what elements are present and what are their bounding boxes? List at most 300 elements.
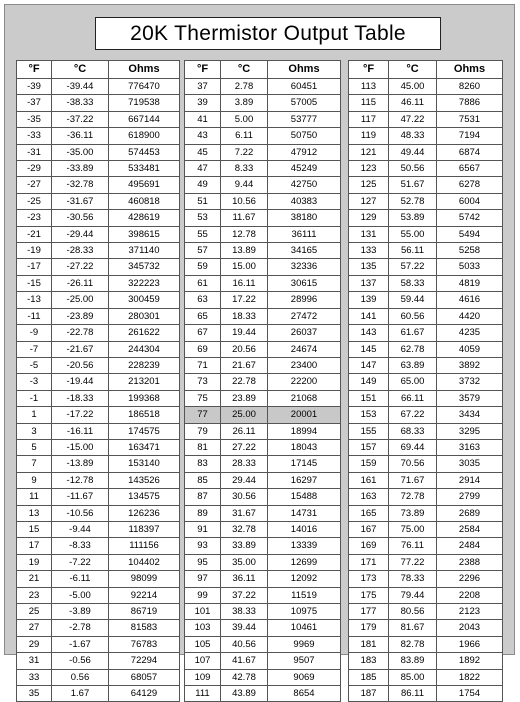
cell-celsius: 46.11 xyxy=(389,95,437,111)
cell-ohms: 36111 xyxy=(268,226,341,242)
cell-ohms: 17145 xyxy=(268,456,341,472)
cell-fahrenheit: 147 xyxy=(349,357,389,373)
cell-fahrenheit: 29 xyxy=(17,636,52,652)
cell-celsius: 1.67 xyxy=(52,686,109,702)
cell-celsius: 29.44 xyxy=(221,472,268,488)
cell-ohms: 3579 xyxy=(437,390,503,406)
table-row xyxy=(17,439,180,455)
cell-fahrenheit: 55 xyxy=(185,226,221,242)
cell-fahrenheit: 97 xyxy=(185,571,221,587)
cell-celsius: 78.33 xyxy=(389,571,437,587)
cell-ohms: 398615 xyxy=(109,226,180,242)
cell-fahrenheit: 179 xyxy=(349,620,389,636)
table-row xyxy=(349,161,503,177)
cell-ohms: 38180 xyxy=(268,210,341,226)
cell-fahrenheit: 137 xyxy=(349,275,389,291)
cell-celsius: 33.89 xyxy=(221,538,268,554)
table-row xyxy=(185,653,341,669)
table-row xyxy=(17,554,180,570)
cell-fahrenheit: 105 xyxy=(185,636,221,652)
cell-fahrenheit: 45 xyxy=(185,144,221,160)
header-fahrenheit: °F xyxy=(185,61,221,79)
table-row xyxy=(185,275,341,291)
cell-fahrenheit: 117 xyxy=(349,111,389,127)
cell-fahrenheit: 53 xyxy=(185,210,221,226)
cell-fahrenheit: 173 xyxy=(349,571,389,587)
cell-fahrenheit: 61 xyxy=(185,275,221,291)
table-row xyxy=(17,79,180,95)
cell-ohms: 47912 xyxy=(268,144,341,160)
header-fahrenheit: °F xyxy=(17,61,52,79)
cell-celsius: 27.22 xyxy=(221,439,268,455)
cell-celsius: 23.89 xyxy=(221,390,268,406)
cell-fahrenheit: 77 xyxy=(185,407,221,423)
cell-ohms: 5033 xyxy=(437,259,503,275)
cell-ohms: 143526 xyxy=(109,472,180,488)
cell-fahrenheit: 79 xyxy=(185,423,221,439)
table-row xyxy=(185,489,341,505)
table-row xyxy=(349,407,503,423)
cell-ohms: 27472 xyxy=(268,308,341,324)
cell-fahrenheit: -37 xyxy=(17,95,52,111)
cell-celsius: 21.67 xyxy=(221,357,268,373)
table-row xyxy=(349,357,503,373)
cell-fahrenheit: 67 xyxy=(185,325,221,341)
table-row xyxy=(185,472,341,488)
cell-ohms: 7531 xyxy=(437,111,503,127)
cell-celsius: 57.22 xyxy=(389,259,437,275)
cell-ohms: 4059 xyxy=(437,341,503,357)
table-row xyxy=(17,357,180,373)
cell-fahrenheit: 27 xyxy=(17,620,52,636)
table-row xyxy=(185,308,341,324)
table-row xyxy=(349,439,503,455)
cell-ohms: 2799 xyxy=(437,489,503,505)
table-row xyxy=(17,407,180,423)
cell-fahrenheit: -3 xyxy=(17,374,52,390)
cell-fahrenheit: 145 xyxy=(349,341,389,357)
cell-ohms: 6004 xyxy=(437,193,503,209)
cell-ohms: 3163 xyxy=(437,439,503,455)
cell-fahrenheit: -23 xyxy=(17,210,52,226)
cell-celsius: 73.89 xyxy=(389,505,437,521)
cell-celsius: -2.78 xyxy=(52,620,109,636)
cell-ohms: 153140 xyxy=(109,456,180,472)
table-row xyxy=(17,226,180,242)
cell-fahrenheit: 159 xyxy=(349,456,389,472)
header-ohms: Ohms xyxy=(109,61,180,79)
table-row xyxy=(185,554,341,570)
cell-celsius: 26.11 xyxy=(221,423,268,439)
cell-celsius: 61.67 xyxy=(389,325,437,341)
table-row xyxy=(17,571,180,587)
cell-celsius: 80.56 xyxy=(389,604,437,620)
cell-fahrenheit: 119 xyxy=(349,128,389,144)
cell-ohms: 776470 xyxy=(109,79,180,95)
cell-ohms: 24674 xyxy=(268,341,341,357)
cell-celsius: 69.44 xyxy=(389,439,437,455)
cell-celsius: 36.11 xyxy=(221,571,268,587)
cell-celsius: 37.22 xyxy=(221,587,268,603)
cell-celsius: 20.56 xyxy=(221,341,268,357)
cell-celsius: -13.89 xyxy=(52,456,109,472)
cell-celsius: 2.78 xyxy=(221,79,268,95)
table-row xyxy=(349,456,503,472)
cell-ohms: 104402 xyxy=(109,554,180,570)
table-row xyxy=(185,439,341,455)
cell-celsius: 83.89 xyxy=(389,653,437,669)
cell-ohms: 28996 xyxy=(268,292,341,308)
cell-ohms: 10461 xyxy=(268,620,341,636)
cell-ohms: 261622 xyxy=(109,325,180,341)
table-row xyxy=(17,653,180,669)
table-row xyxy=(17,472,180,488)
page-title: 20K Thermistor Output Table xyxy=(130,21,406,45)
cell-ohms: 50750 xyxy=(268,128,341,144)
table-row xyxy=(185,521,341,537)
cell-ohms: 280301 xyxy=(109,308,180,324)
table-row xyxy=(17,308,180,324)
table-row xyxy=(185,407,341,423)
cell-celsius: 40.56 xyxy=(221,636,268,652)
cell-ohms: 2689 xyxy=(437,505,503,521)
cell-ohms: 98099 xyxy=(109,571,180,587)
cell-fahrenheit: 65 xyxy=(185,308,221,324)
cell-celsius: -19.44 xyxy=(52,374,109,390)
cell-ohms: 118397 xyxy=(109,521,180,537)
cell-fahrenheit: 133 xyxy=(349,243,389,259)
cell-fahrenheit: -11 xyxy=(17,308,52,324)
table-row xyxy=(349,554,503,570)
cell-fahrenheit: 37 xyxy=(185,79,221,95)
cell-celsius: -31.67 xyxy=(52,193,109,209)
cell-ohms: 7886 xyxy=(437,95,503,111)
cell-fahrenheit: 63 xyxy=(185,292,221,308)
table-row xyxy=(185,177,341,193)
cell-ohms: 7194 xyxy=(437,128,503,144)
cell-celsius: 39.44 xyxy=(221,620,268,636)
cell-celsius: 77.22 xyxy=(389,554,437,570)
cell-fahrenheit: 85 xyxy=(185,472,221,488)
cell-ohms: 60451 xyxy=(268,79,341,95)
cell-ohms: 1754 xyxy=(437,686,503,702)
cell-ohms: 244304 xyxy=(109,341,180,357)
cell-ohms: 719538 xyxy=(109,95,180,111)
cell-celsius: 3.89 xyxy=(221,95,268,111)
cell-fahrenheit: 111 xyxy=(185,686,221,702)
cell-ohms: 199368 xyxy=(109,390,180,406)
cell-ohms: 213201 xyxy=(109,374,180,390)
table-row xyxy=(349,177,503,193)
cell-ohms: 1966 xyxy=(437,636,503,652)
cell-fahrenheit: 175 xyxy=(349,587,389,603)
cell-ohms: 2123 xyxy=(437,604,503,620)
cell-fahrenheit: 113 xyxy=(349,79,389,95)
cell-ohms: 40383 xyxy=(268,193,341,209)
cell-fahrenheit: 75 xyxy=(185,390,221,406)
table-row xyxy=(185,325,341,341)
cell-celsius: -29.44 xyxy=(52,226,109,242)
table-row xyxy=(17,193,180,209)
cell-fahrenheit: -5 xyxy=(17,357,52,373)
cell-ohms: 574453 xyxy=(109,144,180,160)
cell-ohms: 6278 xyxy=(437,177,503,193)
cell-fahrenheit: -35 xyxy=(17,111,52,127)
cell-celsius: -38.33 xyxy=(52,95,109,111)
cell-ohms: 8654 xyxy=(268,686,341,702)
cell-ohms: 13339 xyxy=(268,538,341,554)
cell-ohms: 4420 xyxy=(437,308,503,324)
cell-celsius: 59.44 xyxy=(389,292,437,308)
cell-ohms: 53777 xyxy=(268,111,341,127)
cell-ohms: 12699 xyxy=(268,554,341,570)
cell-celsius: 62.78 xyxy=(389,341,437,357)
cell-ohms: 2388 xyxy=(437,554,503,570)
table-row xyxy=(349,111,503,127)
cell-ohms: 14016 xyxy=(268,521,341,537)
cell-celsius: 82.78 xyxy=(389,636,437,652)
cell-celsius: 60.56 xyxy=(389,308,437,324)
header-celsius: °C xyxy=(389,61,437,79)
cell-celsius: -33.89 xyxy=(52,161,109,177)
cell-fahrenheit: -13 xyxy=(17,292,52,308)
table-row xyxy=(185,423,341,439)
cell-celsius: 35.00 xyxy=(221,554,268,570)
table-row xyxy=(17,144,180,160)
table-row xyxy=(17,177,180,193)
table-row xyxy=(185,604,341,620)
cell-celsius: -32.78 xyxy=(52,177,109,193)
cell-fahrenheit: 1 xyxy=(17,407,52,423)
cell-ohms: 64129 xyxy=(109,686,180,702)
cell-ohms: 5742 xyxy=(437,210,503,226)
cell-fahrenheit: 41 xyxy=(185,111,221,127)
cell-fahrenheit: -7 xyxy=(17,341,52,357)
table-row xyxy=(17,669,180,685)
cell-celsius: 31.67 xyxy=(221,505,268,521)
cell-celsius: 16.11 xyxy=(221,275,268,291)
cell-ohms: 12092 xyxy=(268,571,341,587)
table-row xyxy=(17,111,180,127)
cell-ohms: 45249 xyxy=(268,161,341,177)
table-row xyxy=(349,620,503,636)
table-row xyxy=(17,604,180,620)
cell-celsius: 49.44 xyxy=(389,144,437,160)
cell-celsius: 75.00 xyxy=(389,521,437,537)
cell-ohms: 4235 xyxy=(437,325,503,341)
cell-celsius: 52.78 xyxy=(389,193,437,209)
cell-fahrenheit: 155 xyxy=(349,423,389,439)
cell-fahrenheit: 23 xyxy=(17,587,52,603)
cell-celsius: -25.00 xyxy=(52,292,109,308)
cell-celsius: 13.89 xyxy=(221,243,268,259)
cell-celsius: 30.56 xyxy=(221,489,268,505)
table-row xyxy=(17,686,180,702)
cell-celsius: -8.33 xyxy=(52,538,109,554)
table-row xyxy=(185,210,341,226)
cell-celsius: -26.11 xyxy=(52,275,109,291)
cell-fahrenheit: 91 xyxy=(185,521,221,537)
header-ohms: Ohms xyxy=(437,61,503,79)
table-row xyxy=(185,128,341,144)
cell-fahrenheit: 165 xyxy=(349,505,389,521)
cell-celsius: 0.56 xyxy=(52,669,109,685)
cell-ohms: 322223 xyxy=(109,275,180,291)
cell-ohms: 2208 xyxy=(437,587,503,603)
table-row xyxy=(349,226,503,242)
cell-ohms: 68057 xyxy=(109,669,180,685)
cell-ohms: 4616 xyxy=(437,292,503,308)
cell-fahrenheit: 127 xyxy=(349,193,389,209)
cell-ohms: 32336 xyxy=(268,259,341,275)
cell-celsius: 5.00 xyxy=(221,111,268,127)
table-row xyxy=(185,686,341,702)
cell-fahrenheit: 15 xyxy=(17,521,52,537)
table-row xyxy=(349,521,503,537)
title-box xyxy=(95,17,441,50)
cell-celsius: 50.56 xyxy=(389,161,437,177)
table-row xyxy=(17,341,180,357)
cell-ohms: 163471 xyxy=(109,439,180,455)
cell-fahrenheit: -19 xyxy=(17,243,52,259)
cell-ohms: 2296 xyxy=(437,571,503,587)
table-row xyxy=(185,243,341,259)
table-row xyxy=(185,226,341,242)
cell-ohms: 300459 xyxy=(109,292,180,308)
cell-ohms: 5494 xyxy=(437,226,503,242)
cell-ohms: 3295 xyxy=(437,423,503,439)
cell-fahrenheit: 161 xyxy=(349,472,389,488)
cell-ohms: 5258 xyxy=(437,243,503,259)
table-row xyxy=(349,95,503,111)
cell-fahrenheit: 57 xyxy=(185,243,221,259)
cell-ohms: 57005 xyxy=(268,95,341,111)
cell-celsius: -35.00 xyxy=(52,144,109,160)
cell-celsius: 68.33 xyxy=(389,423,437,439)
cell-ohms: 30615 xyxy=(268,275,341,291)
cell-celsius: -22.78 xyxy=(52,325,109,341)
cell-fahrenheit: 181 xyxy=(349,636,389,652)
cell-ohms: 26037 xyxy=(268,325,341,341)
cell-celsius: 18.33 xyxy=(221,308,268,324)
table-row xyxy=(349,259,503,275)
cell-ohms: 42750 xyxy=(268,177,341,193)
table-row xyxy=(17,505,180,521)
cell-fahrenheit: -15 xyxy=(17,275,52,291)
table-row xyxy=(185,357,341,373)
cell-celsius: 56.11 xyxy=(389,243,437,259)
cell-celsius: 65.00 xyxy=(389,374,437,390)
table-row xyxy=(349,292,503,308)
cell-fahrenheit: 13 xyxy=(17,505,52,521)
cell-ohms: 3892 xyxy=(437,357,503,373)
cell-celsius: -28.33 xyxy=(52,243,109,259)
cell-celsius: -10.56 xyxy=(52,505,109,521)
cell-fahrenheit: 99 xyxy=(185,587,221,603)
table-row xyxy=(17,161,180,177)
cell-celsius: -0.56 xyxy=(52,653,109,669)
cell-fahrenheit: -25 xyxy=(17,193,52,209)
table-row xyxy=(349,636,503,652)
cell-fahrenheit: 115 xyxy=(349,95,389,111)
cell-fahrenheit: 69 xyxy=(185,341,221,357)
cell-ohms: 2914 xyxy=(437,472,503,488)
table-row xyxy=(349,390,503,406)
cell-ohms: 76783 xyxy=(109,636,180,652)
cell-fahrenheit: 131 xyxy=(349,226,389,242)
cell-celsius: 10.56 xyxy=(221,193,268,209)
header-ohms: Ohms xyxy=(268,61,341,79)
cell-fahrenheit: 83 xyxy=(185,456,221,472)
header-fahrenheit: °F xyxy=(349,61,389,79)
table-row xyxy=(349,210,503,226)
cell-fahrenheit: 95 xyxy=(185,554,221,570)
table-row xyxy=(17,538,180,554)
cell-fahrenheit: 139 xyxy=(349,292,389,308)
cell-celsius: -5.00 xyxy=(52,587,109,603)
cell-fahrenheit: 35 xyxy=(17,686,52,702)
cell-ohms: 23400 xyxy=(268,357,341,373)
cell-fahrenheit: -17 xyxy=(17,259,52,275)
table-row xyxy=(17,636,180,652)
table-row xyxy=(17,390,180,406)
cell-ohms: 2584 xyxy=(437,521,503,537)
header-row xyxy=(349,61,503,79)
table-row xyxy=(17,587,180,603)
cell-fahrenheit: 71 xyxy=(185,357,221,373)
table-row xyxy=(185,620,341,636)
table-row xyxy=(17,489,180,505)
cell-celsius: -37.22 xyxy=(52,111,109,127)
table-row xyxy=(185,390,341,406)
cell-ohms: 3434 xyxy=(437,407,503,423)
cell-fahrenheit: 49 xyxy=(185,177,221,193)
table-row xyxy=(349,79,503,95)
cell-ohms: 20001 xyxy=(268,407,341,423)
cell-celsius: 17.22 xyxy=(221,292,268,308)
cell-fahrenheit: -1 xyxy=(17,390,52,406)
cell-fahrenheit: 125 xyxy=(349,177,389,193)
cell-fahrenheit: 135 xyxy=(349,259,389,275)
table-row xyxy=(17,423,180,439)
table-row xyxy=(185,505,341,521)
cell-ohms: 8260 xyxy=(437,79,503,95)
cell-fahrenheit: -39 xyxy=(17,79,52,95)
table-row xyxy=(349,604,503,620)
cell-ohms: 1892 xyxy=(437,653,503,669)
table-row xyxy=(185,538,341,554)
cell-celsius: 53.89 xyxy=(389,210,437,226)
cell-celsius: -7.22 xyxy=(52,554,109,570)
table-row xyxy=(185,374,341,390)
cell-ohms: 86719 xyxy=(109,604,180,620)
table-row xyxy=(349,505,503,521)
cell-ohms: 10975 xyxy=(268,604,341,620)
cell-celsius: 85.00 xyxy=(389,669,437,685)
cell-ohms: 2484 xyxy=(437,538,503,554)
table-row xyxy=(349,538,503,554)
table-row xyxy=(185,456,341,472)
cell-ohms: 126236 xyxy=(109,505,180,521)
table-row xyxy=(349,669,503,685)
cell-ohms: 174575 xyxy=(109,423,180,439)
cell-celsius: 45.00 xyxy=(389,79,437,95)
cell-celsius: 71.67 xyxy=(389,472,437,488)
header-celsius: °C xyxy=(221,61,268,79)
cell-celsius: -11.67 xyxy=(52,489,109,505)
table-row xyxy=(17,620,180,636)
cell-celsius: 8.33 xyxy=(221,161,268,177)
